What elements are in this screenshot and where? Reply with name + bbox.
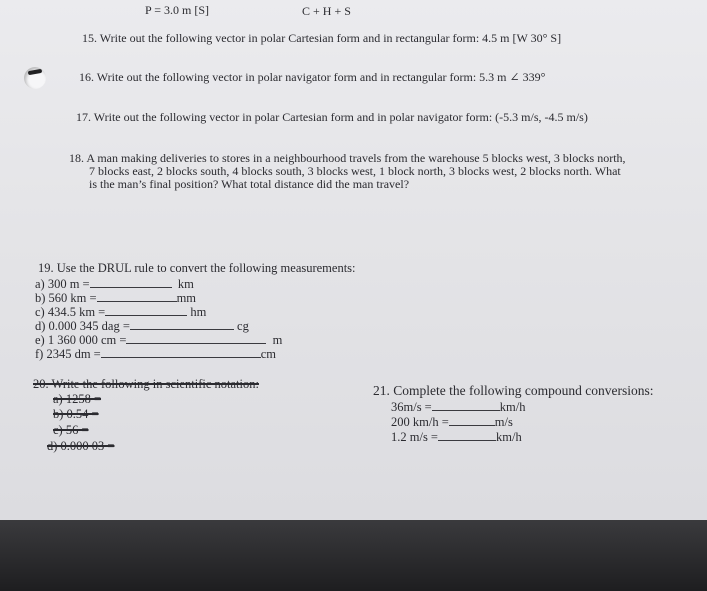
q21-item-label: 36m/s = bbox=[391, 400, 432, 414]
q19-item-f bbox=[35, 346, 276, 361]
q19-item-a bbox=[35, 276, 194, 291]
q21-item-a bbox=[391, 399, 525, 414]
question-21-title: 21. Complete the following compound conversions: bbox=[373, 383, 654, 398]
answer-blank[interactable] bbox=[438, 429, 496, 441]
q20-item-b: b) 0.54 = bbox=[53, 407, 99, 421]
q19-item-unit: cg bbox=[237, 319, 249, 333]
q19-item-label: b) 560 km = bbox=[35, 291, 97, 305]
answer-blank[interactable] bbox=[449, 414, 495, 426]
q21-item-b bbox=[391, 414, 513, 429]
q21-item-c bbox=[391, 429, 522, 444]
answer-blank[interactable] bbox=[105, 304, 187, 316]
q19-item-e bbox=[35, 332, 282, 347]
q19-item-c bbox=[35, 304, 206, 319]
q19-item-label: e) 1 360 000 cm = bbox=[35, 333, 127, 347]
q21-item-unit: m/s bbox=[494, 415, 513, 429]
q19-item-unit: hm bbox=[190, 305, 207, 319]
q19-item-label: d) 0.000 345 dag = bbox=[35, 319, 130, 333]
header-left-text: P = 3.0 m [S] bbox=[145, 3, 209, 17]
q19-item-unit: mm bbox=[176, 291, 197, 305]
answer-blank[interactable] bbox=[101, 346, 261, 358]
q21-item-unit: km/h bbox=[496, 430, 522, 444]
question-18-line-1: 18. A man making deliveries to stores in a neighbourhood travels from the warehouse 5 blocks west, 3 blocks north, bbox=[69, 151, 626, 165]
q21-item-unit: km/h bbox=[499, 400, 526, 414]
answer-blank[interactable] bbox=[97, 290, 177, 302]
answer-blank[interactable] bbox=[432, 399, 500, 411]
header-right-text: C + H + S bbox=[302, 4, 351, 18]
q19-item-label: a) 300 m = bbox=[35, 277, 90, 291]
answer-blank[interactable] bbox=[126, 332, 266, 344]
question-17: 17. Write out the following vector in polar Cartesian form and in polar navigator form: (-5.3 m/s, -4.5 m/s) bbox=[76, 110, 588, 124]
answer-blank[interactable] bbox=[130, 318, 234, 330]
q19-item-b bbox=[35, 290, 196, 305]
q19-item-d bbox=[35, 318, 249, 333]
q19-item-label: c) 434.5 km = bbox=[35, 305, 106, 319]
question-18-line-2: 7 blocks east, 2 blocks south, 4 blocks south, 3 blocks west, 1 block north, 3 blocks west, 2 blocks north. What bbox=[89, 164, 621, 178]
answer-blank[interactable] bbox=[90, 276, 172, 288]
q20-item-a: a) 1258 = bbox=[53, 392, 102, 406]
question-19-title: 19. Use the DRUL rule to convert the following measurements: bbox=[38, 261, 356, 275]
question-15: 15. Write out the following vector in polar Cartesian form and in rectangular form: 4.5 m [W 30° S] bbox=[82, 31, 562, 45]
q19-item-label: f) 2345 dm = bbox=[35, 347, 101, 361]
q19-item-unit: m bbox=[272, 333, 283, 347]
desk-background bbox=[0, 520, 707, 591]
q20-item-c: c) 56 = bbox=[53, 423, 89, 437]
q20-item-d: d) 0.000 03 = bbox=[47, 439, 115, 453]
q21-item-label: 1.2 m/s = bbox=[391, 430, 438, 444]
question-20-title: 20. Write the following in scientific notation: bbox=[33, 377, 259, 391]
question-18-line-3: is the man’s final position? What total distance did the man travel? bbox=[89, 177, 410, 191]
q19-item-unit: km bbox=[177, 277, 194, 291]
q21-item-label: 200 km/h = bbox=[391, 415, 449, 429]
q19-item-unit: cm bbox=[260, 347, 277, 361]
question-16: 16. Write out the following vector in polar navigator form and in rectangular form: 5.3 m ∠ 339° bbox=[79, 70, 546, 84]
